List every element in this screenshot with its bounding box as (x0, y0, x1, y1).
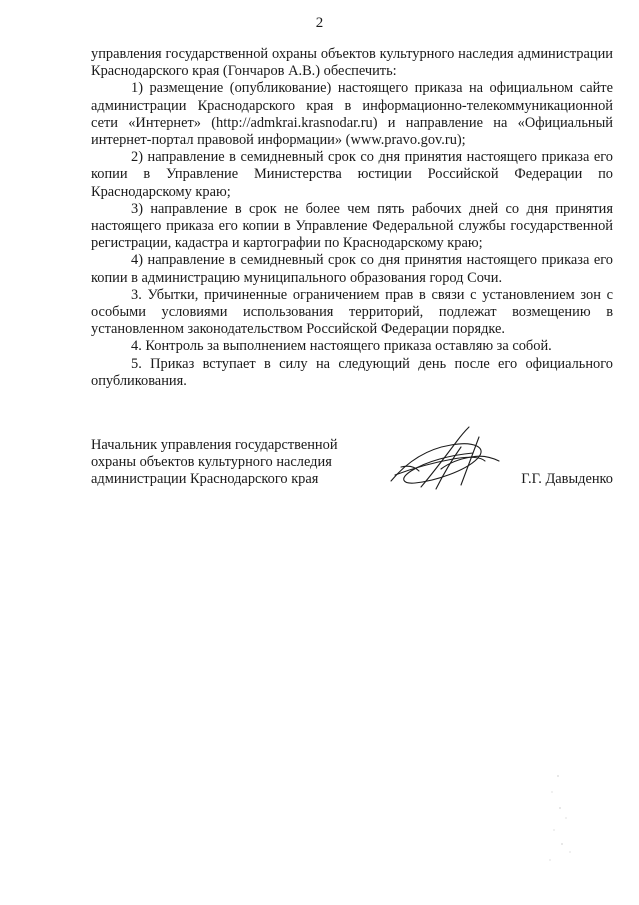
paragraph-intro: управления государственной охраны объектов культурного наследия администрации Краснодарского края (Гончаров А.В.) обеспечить: (91, 46, 613, 80)
signer-name: Г.Г. Давыденко (521, 471, 613, 487)
paragraph-clause-5: 5. Приказ вступает в силу на следующий день после его официального опубликования. (91, 355, 613, 389)
scan-artifact (540, 770, 580, 870)
signer-title-line: Начальник управления государственной (91, 437, 338, 453)
paragraph-clause-3: 3. Убытки, причиненные ограничением прав в связи с установлением зон с особыми условиями использования территорий, подлежат возмещению в установленном законодательством Российской Федерации порядке. (91, 286, 613, 338)
document-body (91, 46, 613, 390)
paragraph-item-2: 2) направление в семидневный срок со дня принятия настоящего приказа его копии в Управление Министерства юстиции Российской Федерации по Краснодарскому краю; (91, 149, 613, 200)
signer-title (91, 437, 381, 489)
handwritten-signature (381, 423, 506, 493)
signature-block (91, 437, 613, 507)
paragraph-item-3: 3) направление в срок не более чем пять рабочих дней со дня принятия настоящего приказа его копии в Управление Федеральной службы государственной регистрации, кадастра и картографии по Краснодарскому краю; (91, 200, 613, 252)
signer-title-line: администрации Краснодарского края (91, 471, 319, 488)
signer-title-line: охраны объектов культурного наследия (91, 454, 332, 471)
page-number: 2 (315, 15, 324, 31)
paragraph-item-4: 4) направление в семидневный срок со дня принятия настоящего приказа его копии в администрацию муниципального образования город Сочи. (91, 252, 613, 286)
paragraph-item-1: 1) размещение (опубликование) настоящего приказа на официальном сайте администрации Краснодарского края в информационно-телекоммуникационной сети «Интернет» (http://admkrai.krasnodar.ru) и направление на «Официальный интернет-портал правовой информации» (www.pravo.gov.ru); (91, 80, 613, 149)
paragraph-clause-4: 4. Контроль за выполнением настоящего приказа оставляю за собой. (131, 338, 552, 355)
